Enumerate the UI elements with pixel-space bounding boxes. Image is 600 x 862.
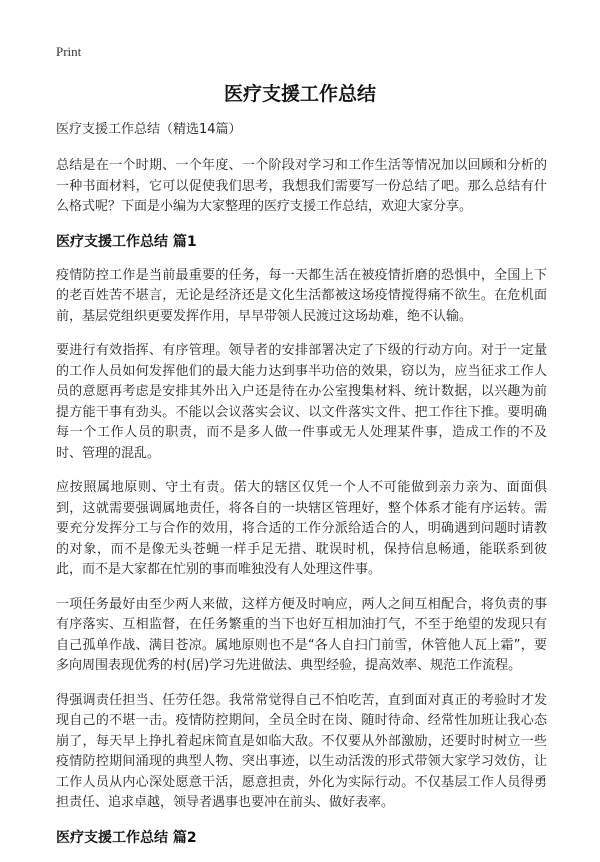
- body-paragraph: 一项任务最好由至少两人来做，这样方便及时响应，两人之间互相配合，将负责的事有序落实、互相监督，在任务繁重的当下也好互相加油打气，不至于绝望的发现只有自己孤单作战、满目苍凉。属地原则也不是“各人自扫门前雪，休管他人瓦上霜”，要多向周围表现优秀的村(居)学习先进做法、典型经验，提高效率、规范工作流程。: [56, 596, 547, 673]
- page-title: 医疗支援工作总结: [223, 83, 376, 105]
- body-paragraph: 得强调责任担当、任劳任怨。我常常觉得自己不怕吃苦，直到面对真正的考验时才发现自己的不堪一击。疫情防控期间，全员全时在岗、随时待命、经常性加班让我心态崩了，每天早上挣扎着起床简直是如临大敌。不仅要从外部激励，还要时时树立一些疫情防控期间涌现的典型人物、突出事迹，以生动活泼的形式带领大家学习效仿，让工作人员从内心深处愿意干活，愿意担责，外化为实际行动。不仅基层工作人员得勇担责任、追求卓越，领导者遇事也要冲在前头、做好表率。: [56, 692, 547, 810]
- print-link[interactable]: Print: [56, 44, 82, 59]
- intro-paragraph: 总结是在一个时期、一个年度、一个阶段对学习和工作生活等情况加以回顾和分析的一种书面材料，它可以促使我们思考，我想我们需要写一份总结了吧。那么总结有什么格式呢？下面是小编为大家整理的医疗支援工作总结，欢迎大家分享。: [56, 158, 547, 214]
- document-subtitle: 医疗支援工作总结（精选14篇）: [56, 122, 242, 137]
- document-body: [56, 120, 547, 862]
- body-paragraph: 应按照属地原则、守土有责。偌大的辖区仅凭一个人不可能做到亲力亲为、面面俱到，这就需要强调属地责任，将各自的一块辖区管理好，整个体系才能有序运转。需要充分发挥分工与合作的效用，将合适的工作分派给适合的人，明确遇到问题时请教的对象，而不是像无头苍蝇一样手足无措、耽误时机，保持信息畅通，能联系到彼此，而不是大家都在忙别的事而唯独没有人处理这件事。: [56, 480, 547, 577]
- section-heading: 医疗支援工作总结 篇2: [56, 829, 197, 846]
- body-paragraph: 疫情防控工作是当前最重要的任务，每一天都生活在被疫情折磨的恐惧中，全国上下的老百姓苦不堪言，无论是经济还是文化生活都被这场疫情搅得痛不欲生。在危机面前，基层党组织更要发挥作用，早早带领人民渡过这场劫难，绝不认输。: [56, 267, 547, 324]
- section-heading: 医疗支援工作总结 篇1: [56, 233, 197, 250]
- body-paragraph: 要进行有效指挥、有序管理。领导者的安排部署决定了下级的行动方向。对于一定量的工作人员如何发挥他们的最大能力达到事半功倍的效果，窃以为，应当征求工作人员的意愿再考虑是安排其外出入户还是待在办公室搜集材料、统计数据，以兴趣为前提方能干事有劲头。不能以会议落实会议、以文件落实文件、把工作往下推。要明确每一个工作人员的职责，而不是多人做一件事或无人处理某件事，造成工作的不及时、管理的混乱。: [56, 343, 547, 461]
